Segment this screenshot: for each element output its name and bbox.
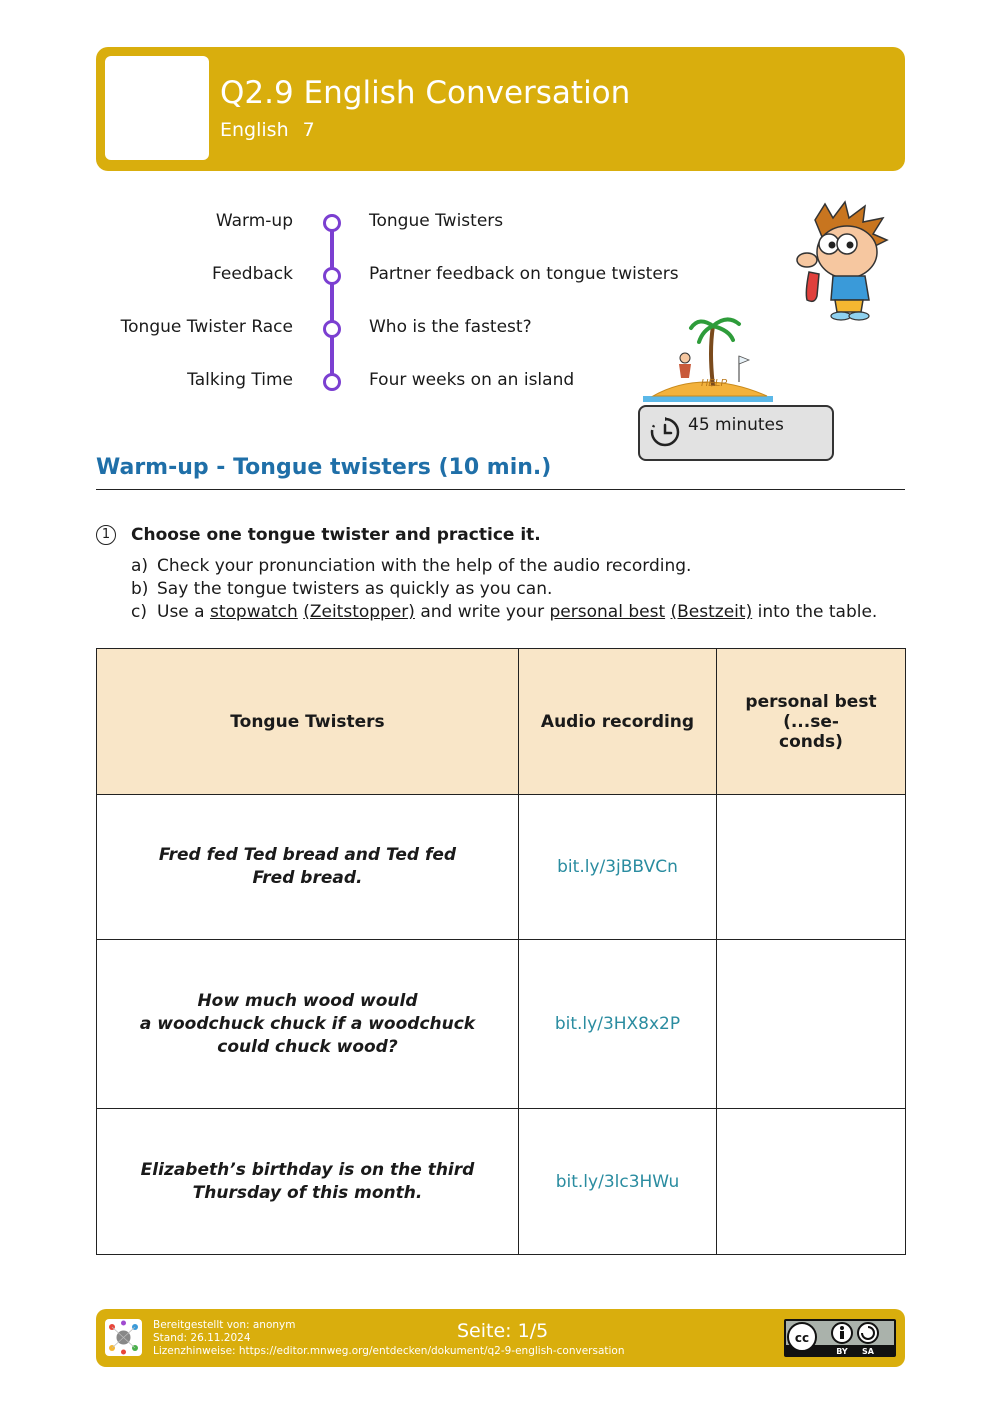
- tongue-twister-cell: [97, 795, 519, 940]
- agenda-phase: Warm-up: [215, 211, 293, 231]
- subject-label: English: [220, 119, 289, 141]
- page-subtitle: [220, 119, 315, 141]
- subitem-text: and write your: [414, 602, 550, 622]
- agenda-phase: Feedback: [212, 264, 293, 284]
- duration-box: [638, 405, 834, 461]
- task-subitem-b: [131, 579, 552, 599]
- glossary-term: stopwatch: [209, 602, 298, 622]
- audio-link[interactable]: bit.ly/3lc3HWu: [519, 1109, 717, 1255]
- clock-icon: [650, 417, 680, 447]
- subitem-text: Use a: [157, 602, 210, 622]
- cc-by-sa-icon: [784, 1319, 896, 1357]
- page-number: Seite: 1/5: [457, 1320, 549, 1342]
- agenda-activity: Who is the fastest?: [369, 317, 532, 337]
- task-subitem-c: [131, 602, 877, 622]
- header-line: conds): [779, 731, 843, 752]
- table-header-row: [97, 649, 906, 795]
- cartoon-boy-illustration: [785, 200, 895, 325]
- twister-line: a woodchuck chuck if a woodchuck: [139, 1013, 476, 1034]
- table-row: [97, 1109, 906, 1255]
- header-logo-placeholder: [105, 56, 209, 160]
- footer-bar: [96, 1309, 905, 1367]
- column-header: Audio recording: [519, 649, 717, 795]
- subitem-text: Check your pronunciation with the help of the audio recording.: [157, 556, 692, 576]
- agenda-activity: Tongue Twisters: [369, 211, 504, 231]
- personal-best-cell[interactable]: [717, 940, 906, 1109]
- twister-line: Thursday of this month.: [192, 1182, 423, 1203]
- timeline-dot: [323, 373, 341, 391]
- task-subitem-a: [131, 556, 691, 576]
- glossary-translation: (Bestzeit): [670, 602, 753, 622]
- agenda-activity: Four weeks on an island: [369, 370, 575, 390]
- column-header: Tongue Twisters: [97, 649, 519, 795]
- agenda-phase: Tongue Twister Race: [120, 317, 293, 337]
- svg-text:cc: cc: [794, 1331, 810, 1345]
- grade-label: 7: [302, 119, 315, 141]
- twister-line: Fred bread.: [252, 868, 363, 888]
- table-row: [97, 795, 906, 940]
- task-title: Choose one tongue twister and practice it.: [131, 525, 541, 545]
- footer-license[interactable]: Lizenzhinweise: https://editor.mnweg.org/entdecken/dokument/q2-9-english-conversation: [153, 1345, 625, 1357]
- timeline-line: [330, 222, 334, 381]
- timeline-dot: [323, 320, 341, 338]
- timeline-dot: [323, 214, 341, 232]
- footer-logo: [105, 1319, 142, 1356]
- column-header: [717, 649, 906, 795]
- audio-link[interactable]: bit.ly/3jBBVCn: [519, 795, 717, 940]
- subitem-label: b): [131, 579, 149, 599]
- section-divider: [96, 489, 905, 490]
- footer-date: Stand: 26.11.2024: [153, 1332, 251, 1344]
- task-number-badge: 1: [96, 525, 116, 545]
- table-row: [97, 940, 906, 1109]
- duration-text: 45 minutes: [688, 415, 784, 435]
- glossary-translation: (Zeitstopper): [303, 602, 415, 622]
- section-heading: Warm-up - Tongue twisters (10 min.): [96, 455, 552, 480]
- cc-sa-label: SA: [862, 1347, 874, 1356]
- personal-best-cell[interactable]: [717, 795, 906, 940]
- cc-by-label: BY: [836, 1347, 848, 1356]
- twister-line: Fred fed Ted bread and Ted fed: [158, 845, 457, 865]
- tongue-twister-cell: [97, 1109, 519, 1255]
- page-title: Q2.9 English Conversation: [220, 75, 631, 111]
- subitem-text: Say the tongue twisters as quickly as you can.: [157, 579, 553, 599]
- timeline-dot: [323, 267, 341, 285]
- audio-link[interactable]: bit.ly/3HX8x2P: [519, 940, 717, 1109]
- subitem-label: a): [131, 556, 149, 576]
- subitem-label: c): [131, 602, 147, 622]
- twister-line: Elizabeth’s birthday is on the third: [140, 1159, 475, 1180]
- glossary-term: personal best: [549, 602, 666, 622]
- twister-line: could chuck wood?: [217, 1036, 398, 1057]
- island-illustration: [643, 312, 773, 404]
- header-banner: [96, 47, 905, 171]
- agenda-phase: Talking Time: [187, 370, 293, 390]
- network-logo-icon: [105, 1319, 142, 1356]
- personal-best-cell[interactable]: [717, 1109, 906, 1255]
- subitem-text: into the table.: [752, 602, 878, 622]
- header-line: personal best (...se-: [745, 691, 877, 732]
- footer-provider: Bereitgestellt von: anonym: [153, 1319, 296, 1331]
- agenda-activity: Partner feedback on tongue twisters: [369, 264, 679, 284]
- tongue-twister-cell: [97, 940, 519, 1109]
- twister-line: How much wood would: [197, 990, 418, 1011]
- tongue-twister-table: [96, 648, 906, 1255]
- help-sign-text: HELP: [701, 378, 728, 389]
